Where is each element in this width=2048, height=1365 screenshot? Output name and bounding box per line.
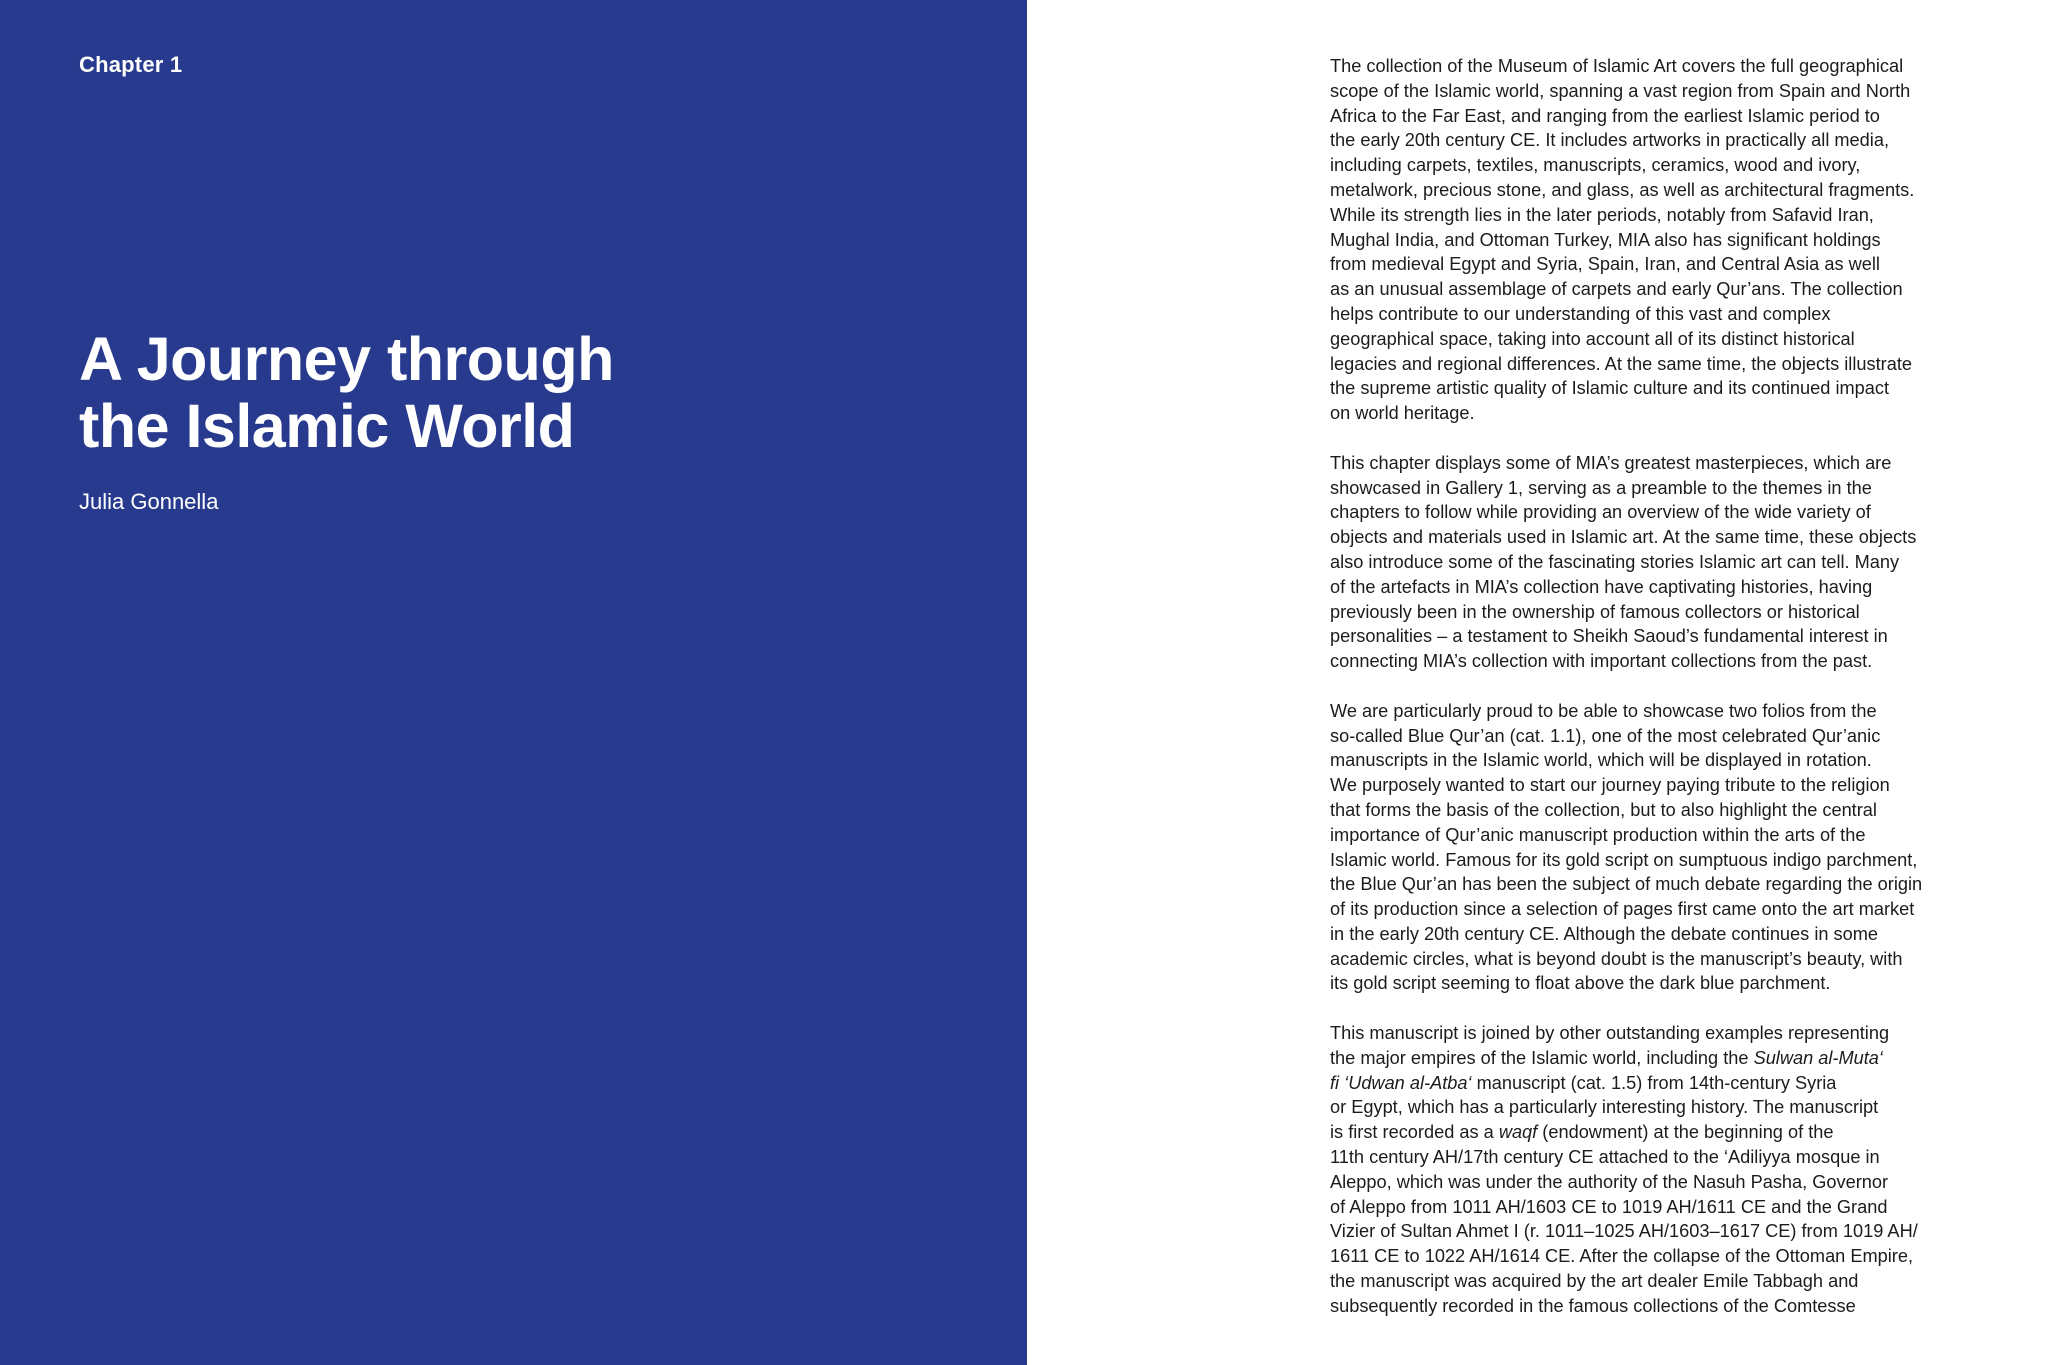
text-page bbox=[1027, 0, 2048, 1365]
text-line: manuscripts in the Islamic world, which will be displayed in rotation. bbox=[1330, 750, 1872, 771]
italic-title: Sulwan al-Muta‘ bbox=[1753, 1047, 1883, 1068]
text-line: legacies and regional differences. At the same time, the objects illustrate bbox=[1330, 353, 1912, 374]
text-line: including carpets, textiles, manuscripts, ceramics, wood and ivory, bbox=[1330, 155, 1861, 176]
chapter-title-line: the Islamic World bbox=[79, 392, 575, 460]
chapter-label: Chapter 1 bbox=[79, 52, 183, 77]
text-line: of the artefacts in MIA’s collection have captivating histories, having bbox=[1330, 576, 1873, 597]
text-line: This chapter displays some of MIA’s greatest masterpieces, which are bbox=[1330, 452, 1892, 473]
text-line: This manuscript is joined by other outstanding examples representing bbox=[1330, 1023, 1890, 1044]
text-line: the Blue Qur’an has been the subject of much debate regarding the origin bbox=[1330, 874, 1923, 895]
text-line: in the early 20th century CE. Although the debate continues in some bbox=[1330, 923, 1878, 944]
text-line: 11th century AH/17th century CE attached to the ‘Adiliyya mosque in bbox=[1330, 1147, 1880, 1168]
text-line: objects and materials used in Islamic art. At the same time, these objects bbox=[1330, 527, 1917, 548]
text-line: The collection of the Museum of Islamic Art covers the full geographical bbox=[1330, 56, 1904, 76]
text-line: personalities – a testament to Sheikh Saoud’s fundamental interest in bbox=[1330, 626, 1888, 647]
paragraph-blue-quran bbox=[1330, 699, 1990, 997]
text-line: While its strength lies in the later periods, notably from Safavid Iran, bbox=[1330, 204, 1874, 225]
text-line: the early 20th century CE. It includes artworks in practically all media, bbox=[1330, 130, 1889, 151]
text-line: subsequently recorded in the famous collections of the Comtesse bbox=[1330, 1295, 1856, 1316]
text-line: the manuscript was acquired by the art dealer Emile Tabbagh and bbox=[1330, 1271, 1859, 1292]
text-line: showcased in Gallery 1, serving as a preamble to the themes in the bbox=[1330, 477, 1872, 498]
text-line: is first recorded as a waqf (endowment) at the beginning of the bbox=[1330, 1122, 1834, 1143]
text-line: its gold script seeming to float above the dark blue parchment. bbox=[1330, 973, 1831, 994]
text-line: of Aleppo from 1011 AH/1603 CE to 1019 AH/1611 CE and the Grand bbox=[1330, 1196, 1888, 1217]
italic-term: waqf bbox=[1498, 1122, 1538, 1143]
chapter-author: Julia Gonnella bbox=[79, 489, 219, 514]
text-line: connecting MIA’s collection with important collections from the past. bbox=[1330, 651, 1873, 672]
text-line: scope of the Islamic world, spanning a vast region from Spain and North bbox=[1330, 80, 1911, 101]
text-line: so-called Blue Qur’an (cat. 1.1), one of the most celebrated Qur’anic bbox=[1330, 725, 1881, 746]
text-line: fi ‘Udwan al-Atba‘ manuscript (cat. 1.5) from 14th-century Syria bbox=[1330, 1072, 1837, 1093]
text-line: from medieval Egypt and Syria, Spain, Iran, and Central Asia as well bbox=[1330, 254, 1880, 275]
text-line: the supreme artistic quality of Islamic culture and its continued impact bbox=[1330, 378, 1890, 399]
text-line: geographical space, taking into account all of its distinct historical bbox=[1330, 328, 1855, 349]
text-line: as an unusual assemblage of carpets and early Qur’ans. The collection bbox=[1330, 279, 1903, 300]
text-line: academic circles, what is beyond doubt is the manuscript’s beauty, with bbox=[1330, 948, 1903, 969]
text-line: 1611 CE to 1022 AH/1614 CE. After the collapse of the Ottoman Empire, bbox=[1330, 1246, 1914, 1267]
text-line: previously been in the ownership of famous collectors or historical bbox=[1330, 601, 1860, 622]
text-line: or Egypt, which has a particularly interesting history. The manuscript bbox=[1330, 1097, 1879, 1118]
text-line: Aleppo, which was under the authority of the Nasuh Pasha, Governor bbox=[1330, 1171, 1889, 1192]
text-line: that forms the basis of the collection, but to also highlight the central bbox=[1330, 799, 1877, 820]
text-line: Africa to the Far East, and ranging from the earliest Islamic period to bbox=[1330, 105, 1880, 126]
text-line: also introduce some of the fascinating stories Islamic art can tell. Many bbox=[1330, 551, 1900, 572]
body-text bbox=[1330, 54, 1990, 1343]
paragraph-sulwan-manuscript bbox=[1330, 1021, 1990, 1319]
text-line: We are particularly proud to be able to showcase two folios from the bbox=[1330, 700, 1877, 721]
text-line: of its production since a selection of pages first came onto the art market bbox=[1330, 899, 1915, 920]
text-line: We purposely wanted to start our journey paying tribute to the religion bbox=[1330, 775, 1890, 796]
paragraph-collection-scope bbox=[1330, 54, 1990, 426]
text-line: metalwork, precious stone, and glass, as well as architectural fragments. bbox=[1330, 179, 1915, 200]
chapter-title bbox=[79, 326, 779, 460]
text-line: helps contribute to our understanding of this vast and complex bbox=[1330, 303, 1831, 324]
text-line: Mughal India, and Ottoman Turkey, MIA also has significant holdings bbox=[1330, 229, 1881, 250]
paragraph-gallery-one bbox=[1330, 451, 1990, 674]
text-line: Islamic world. Famous for its gold script on sumptuous indigo parchment, bbox=[1330, 849, 1918, 870]
text-line: on world heritage. bbox=[1330, 403, 1475, 424]
text-line: Vizier of Sultan Ahmet I (r. 1011–1025 AH/1603–1617 CE) from 1019 AH/ bbox=[1330, 1221, 1918, 1242]
text-line: the major empires of the Islamic world, including the Sulwan al-Muta‘ bbox=[1330, 1047, 1883, 1068]
text-line: chapters to follow while providing an overview of the wide variety of bbox=[1330, 502, 1871, 523]
text-line: importance of Qur’anic manuscript production within the arts of the bbox=[1330, 824, 1866, 845]
chapter-title-line: A Journey through bbox=[79, 325, 614, 393]
italic-title: fi ‘Udwan al-Atba‘ bbox=[1330, 1072, 1472, 1093]
